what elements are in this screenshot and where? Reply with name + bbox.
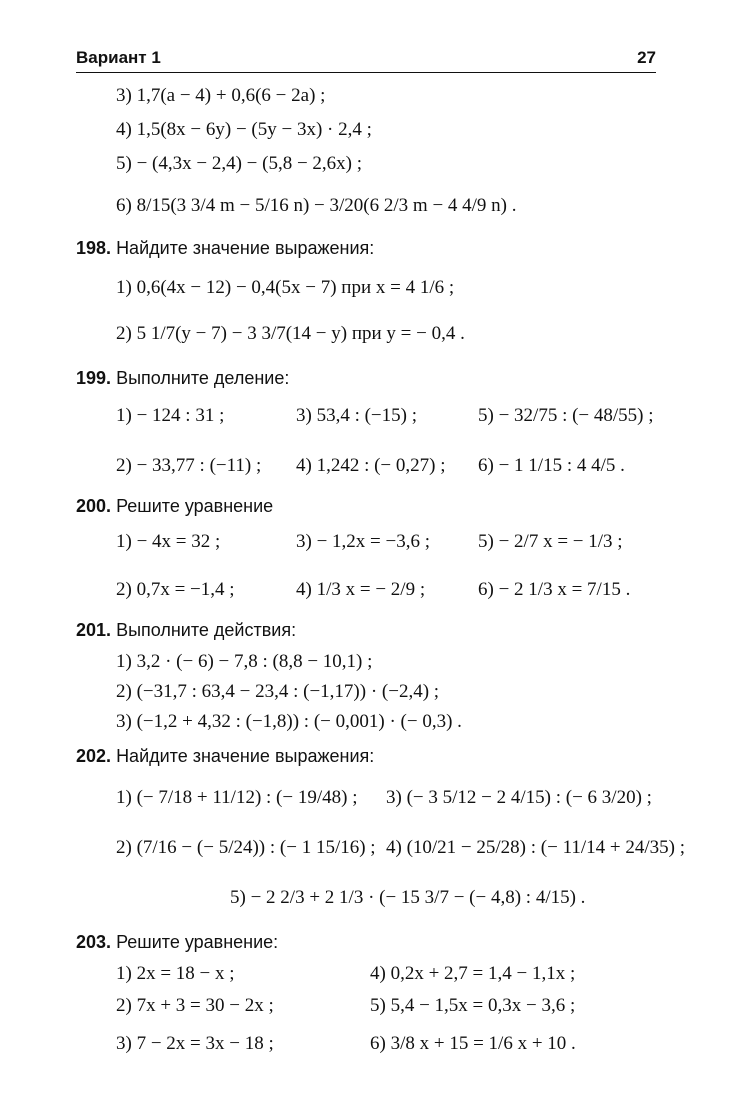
exercise-200-item-4: 4) 1/3 x = − 2/9 ; <box>296 579 426 600</box>
exercise-199-item-5: 5) − 32/75 : (− 48/55) ; <box>478 405 654 426</box>
exercise-203-item-3: 3) 7 − 2x = 3x − 18 ; <box>116 1033 274 1054</box>
exercise-197-item-4: 4) 1,5(8x − 6y) − (5y − 3x) · 2,4 ; <box>116 119 372 140</box>
exercise-202-item-2: 2) (7/16 − (− 5/24)) : (− 1 15/16) ; <box>116 837 376 858</box>
exercise-202-item-3: 3) (− 3 5/12 − 2 4/15) : (− 6 3/20) ; <box>386 787 652 808</box>
exercise-200-item-5: 5) − 2/7 x = − 1/3 ; <box>478 531 623 552</box>
exercise-number: 203. <box>76 932 112 952</box>
page-header <box>76 44 656 73</box>
exercise-198-item-1: 1) 0,6(4x − 12) − 0,4(5x − 7) при x = 4 1/6 ; <box>116 277 455 298</box>
exercise-199-item-4: 4) 1,242 : (− 0,27) ; <box>296 455 446 476</box>
exercise-199-heading <box>76 366 289 390</box>
exercise-number: 201. <box>76 620 112 640</box>
exercise-200-item-1: 1) − 4x = 32 ; <box>116 531 221 552</box>
exercise-202-item-5: 5) − 2 2/3 + 2 1/3 · (− 15 3/7 − (− 4,8) : 4/15) . <box>230 887 586 908</box>
exercise-203-item-4: 4) 0,2x + 2,7 = 1,4 − 1,1x ; <box>370 963 576 984</box>
exercise-201-item-2: 2) (−31,7 : 63,4 − 23,4 : (−1,17)) · (−2,4) ; <box>116 681 440 702</box>
exercise-instruction: Решите уравнение <box>116 496 274 516</box>
exercise-198-heading <box>76 236 374 260</box>
exercise-number: 199. <box>76 368 112 388</box>
exercise-197-item-3: 3) 1,7(a − 4) + 0,6(6 − 2a) ; <box>116 85 326 106</box>
exercise-203-item-2: 2) 7x + 3 = 30 − 2x ; <box>116 995 274 1016</box>
exercise-199-item-1: 1) − 124 : 31 ; <box>116 405 225 426</box>
exercise-200-item-3: 3) − 1,2x = −3,6 ; <box>296 531 431 552</box>
exercise-201-item-1: 1) 3,2 · (− 6) − 7,8 : (8,8 − 10,1) ; <box>116 651 373 672</box>
exercise-200-heading <box>76 494 273 518</box>
exercise-instruction: Решите уравнение: <box>116 932 279 952</box>
exercise-202-item-4: 4) (10/21 − 25/28) : (− 11/14 + 24/35) ; <box>386 837 685 858</box>
exercise-199-item-6: 6) − 1 1/15 : 4 4/5 . <box>478 455 625 476</box>
exercise-203-item-1: 1) 2x = 18 − x ; <box>116 963 235 984</box>
exercise-instruction: Найдите значение выражения: <box>116 746 375 766</box>
exercise-201-item-3: 3) (−1,2 + 4,32 : (−1,8)) : (− 0,001) · (− 0,3) . <box>116 711 462 732</box>
exercise-instruction: Выполните деление: <box>116 368 290 388</box>
exercise-203-heading <box>76 930 278 954</box>
exercise-202-heading <box>76 744 374 768</box>
exercise-199-item-3: 3) 53,4 : (−15) ; <box>296 405 418 426</box>
exercise-203-item-6: 6) 3/8 x + 15 = 1/6 x + 10 . <box>370 1033 576 1054</box>
exercise-197-item-6: 6) 8/15(3 3/4 m − 5/16 n) − 3/20(6 2/3 m − 4 4/9 n) . <box>116 195 517 216</box>
exercise-199-item-2: 2) − 33,77 : (−11) ; <box>116 455 262 476</box>
exercise-197-item-5: 5) − (4,3x − 2,4) − (5,8 − 2,6x) ; <box>116 153 363 174</box>
page-number: 27 <box>637 48 656 67</box>
exercise-instruction: Найдите значение выражения: <box>116 238 375 258</box>
variant-label: Вариант 1 <box>76 48 161 67</box>
exercise-200-item-2: 2) 0,7x = −1,4 ; <box>116 579 235 600</box>
exercise-number: 202. <box>76 746 112 766</box>
exercise-201-heading <box>76 618 296 642</box>
exercise-203-item-5: 5) 5,4 − 1,5x = 0,3x − 3,6 ; <box>370 995 576 1016</box>
exercise-number: 200. <box>76 496 112 516</box>
exercise-202-item-1: 1) (− 7/18 + 11/12) : (− 19/48) ; <box>116 787 358 808</box>
exercise-instruction: Выполните действия: <box>116 620 297 640</box>
exercise-number: 198. <box>76 238 112 258</box>
exercise-198-item-2: 2) 5 1/7(y − 7) − 3 3/7(14 − y) при y = − 0,4 . <box>116 323 465 344</box>
exercise-200-item-6: 6) − 2 1/3 x = 7/15 . <box>478 579 631 600</box>
